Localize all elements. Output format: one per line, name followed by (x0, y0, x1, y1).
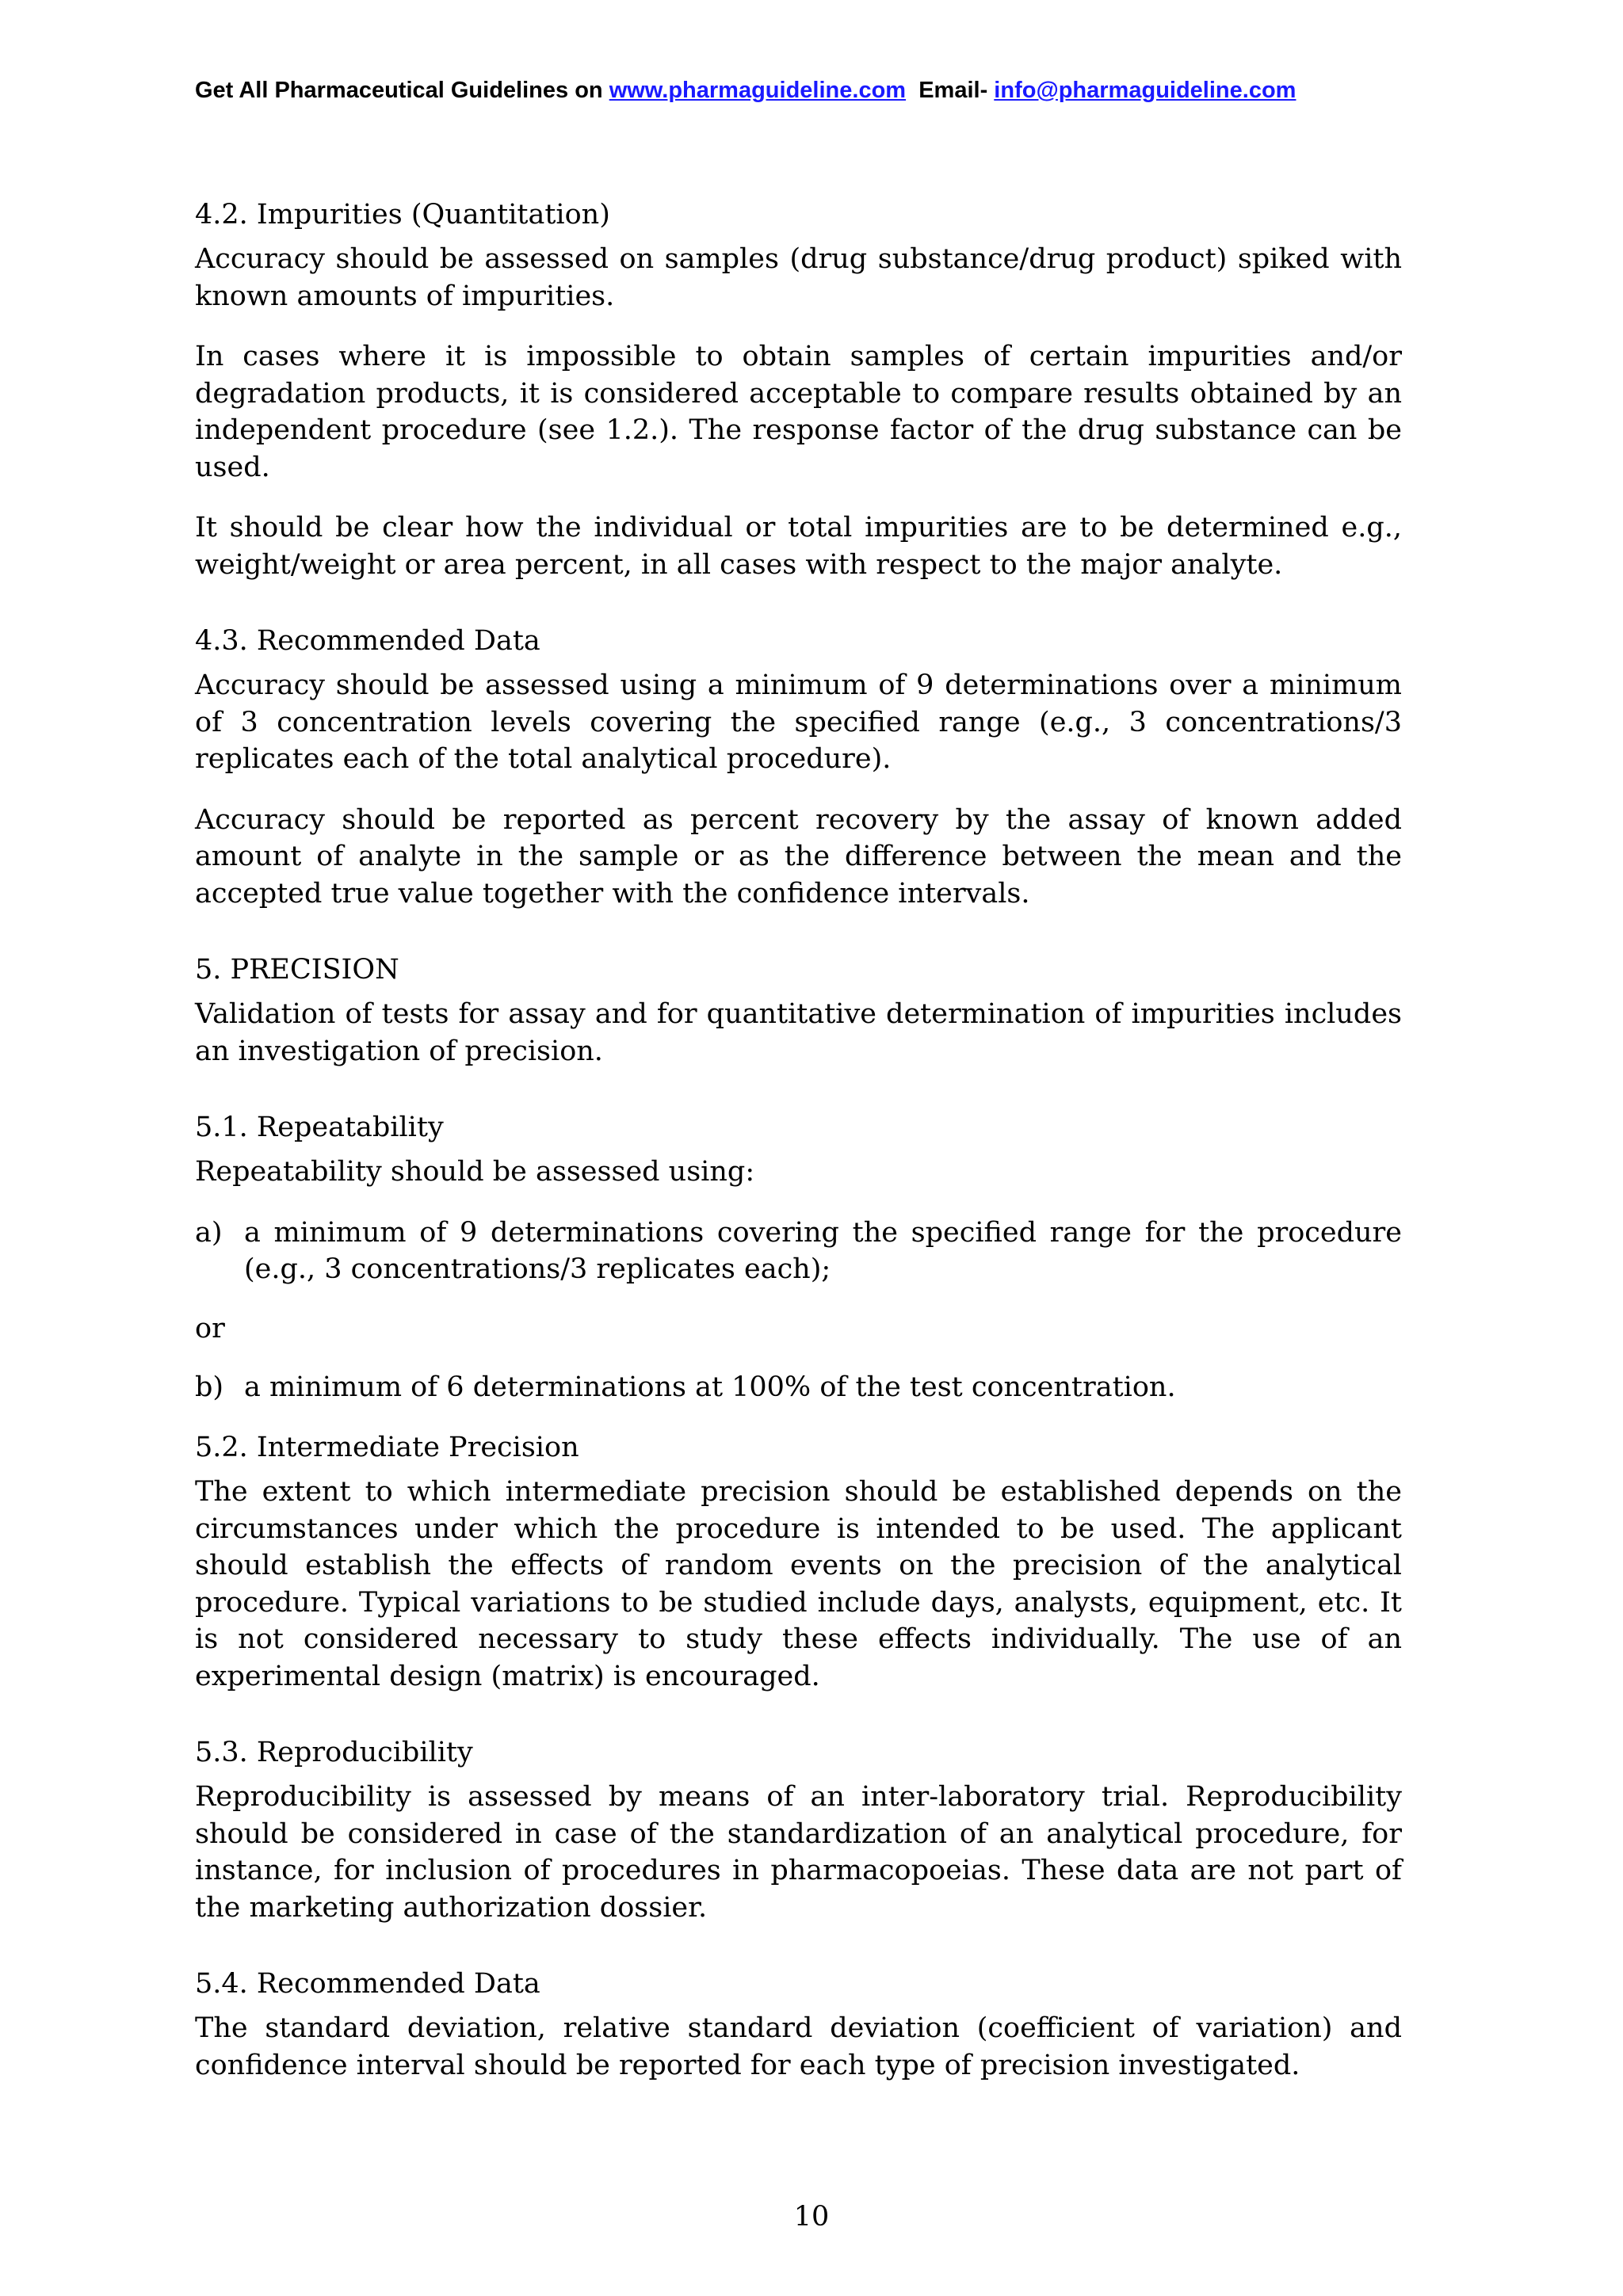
page-number: 10 (793, 2201, 830, 2233)
document-body (195, 196, 1402, 2107)
section-heading: 5.1. Repeatability (195, 1112, 444, 1143)
paragraph: Repeatability should be assessed using: (195, 1156, 755, 1188)
section-heading: 5.3. Reproducibility (195, 1737, 473, 1768)
section-5-4 (195, 1966, 1402, 2084)
section-5-3 (195, 1734, 1402, 1926)
page-header (195, 78, 1431, 104)
list-text: a minimum of 6 determinations at 100% of the test concentration. (244, 1371, 1176, 1403)
section-5-2 (195, 1429, 1402, 1695)
list-marker: b) (195, 1371, 224, 1403)
list-text: a minimum of 9 determinations covering the specified range for the procedure (e.g., 3 concentrations/3 replicates each); (244, 1216, 1402, 1285)
list-item (195, 1215, 1402, 1288)
list-item (195, 1369, 1402, 1406)
email-link[interactable]: info@pharmaguideline.com (994, 78, 1296, 103)
paragraph: Accuracy should be reported as percent recovery by the assay of known added amount of analyte in the sample or as the difference between the mean and the accepted true value together with the confidence intervals. (195, 803, 1402, 910)
header-prefix: Get All Pharmaceutical Guidelines on (195, 78, 609, 103)
email-label: Email- (918, 78, 995, 103)
section-heading: 4.3. Recommended Data (195, 625, 540, 657)
section-heading: 4.2. Impurities (Quantitation) (195, 199, 610, 231)
paragraph: Validation of tests for assay and for quantitative determination of impurities includes an investigation of precision. (195, 998, 1402, 1067)
section-4-2 (195, 196, 1402, 583)
section-heading: 5.2. Intermediate Precision (195, 1432, 579, 1463)
paragraph: It should be clear how the individual or total impurities are to be determined e.g., weight/weight or area percent, in all cases with respect to the major analyte. (195, 512, 1402, 581)
section-5-1 (195, 1109, 1402, 1405)
section-5 (195, 952, 1402, 1070)
paragraph: The standard deviation, relative standard deviation (coefficient of variation) and confidence interval should be reported for each type of precision investigated. (195, 2012, 1402, 2081)
paragraph: Accuracy should be assessed using a minimum of 9 determinations over a minimum of 3 concentration levels covering the specified range (e.g., 3 concentrations/3 replicates each of the total analytical procedure). (195, 669, 1402, 775)
or-separator: or (195, 1312, 225, 1344)
website-link[interactable]: www.pharmaguideline.com (609, 78, 907, 103)
section-heading: 5. PRECISION (195, 954, 399, 986)
list-marker: a) (195, 1216, 223, 1249)
paragraph: Accuracy should be assessed on samples (drug substance/drug product) spiked with known amounts of impurities. (195, 243, 1402, 312)
section-heading: 5.4. Recommended Data (195, 1968, 540, 2000)
paragraph: In cases where it is impossible to obtain samples of certain impurities and/or degradation products, it is considered acceptable to compare results obtained by an independent procedure (see 1.2.). The response factor of the drug substance can be used. (195, 341, 1402, 483)
paragraph: Reproducibility is assessed by means of an inter-laboratory trial. Reproducibility should be considered in case of the standardization of an analytical procedure, for instance, for inclusion of procedures in pharmacopoeias. These data are not part of the marketing authorization dossier. (195, 1781, 1402, 1924)
paragraph: The extent to which intermediate precision should be established depends on the circumstances under which the procedure is intended to be used. The applicant should establish the effects of random events on the precision of the analytical procedure. Typical variations to be studied include days, analysts, equipment, etc. It is not considered necessary to study these effects individually. The use of an experimental design (matrix) is encouraged. (195, 1476, 1402, 1692)
section-4-3 (195, 623, 1402, 912)
